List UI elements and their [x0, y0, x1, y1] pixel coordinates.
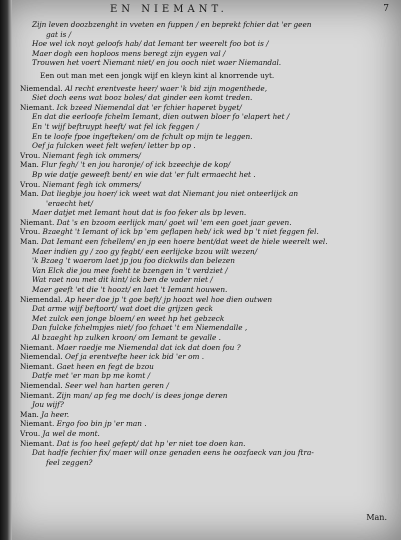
line-text: Wat raet nou met dit kint/ ick ben de vader niet /: [32, 275, 213, 285]
text-line: [20, 400, 392, 410]
speaker-name: Niemant.: [20, 390, 55, 400]
speaker-name: Niemant.: [20, 102, 55, 112]
speaker-name: Niemendal.: [20, 294, 63, 304]
speaker-name: Man.: [20, 160, 39, 170]
text-line: [20, 256, 392, 266]
speaker-name: Niemendal.: [20, 83, 63, 93]
line-text: Dat hadfe fechier fix/ maer will onze genaden eens he oozfaeck van jou ftra-: [32, 448, 314, 458]
text-line: [20, 180, 392, 190]
text-line: [20, 132, 392, 142]
text-line: [20, 429, 392, 439]
text-line: [20, 439, 392, 449]
speaker-name: Vrou.: [20, 150, 41, 160]
text-line: [20, 189, 392, 199]
speaker-name: Man.: [20, 237, 39, 247]
line-text: Oef ja erentvefte heer ick bid 'er om .: [62, 352, 205, 362]
page-header: [0, 4, 401, 18]
line-text: Oef ja fulcken weet felt wefen/ letter bp op .: [32, 141, 196, 151]
text-line: [20, 71, 392, 81]
text-line: [20, 285, 392, 295]
line-text: Ick bzeed Niemendal dat 'er fchier haperet byget/: [54, 102, 242, 112]
line-text: Maer dogh een hoploos mens beregt zijn eygen val /: [32, 48, 226, 58]
text-line: [20, 323, 392, 333]
line-text: Siet doch eens wat booz boles/ dat ginder een komt treden.: [32, 93, 253, 103]
line-text: Een out man met een jongk wijf en kleyn kint al knorrende uyt.: [40, 70, 275, 80]
text-line: [20, 227, 392, 237]
speaker-name: Niemant.: [20, 217, 55, 227]
line-text: Bzaeght 't Iemant of ick bp 'em geflapen heb/ ick wed bp 't niet feggen fel.: [40, 227, 319, 237]
line-text: Ja wel de mont.: [40, 428, 100, 438]
text-line: [20, 275, 392, 285]
speaker-name: Man.: [20, 189, 39, 199]
line-text: Zijn man/ ap feg me doch/ is dees jonge deren: [54, 390, 228, 400]
text-line: [20, 247, 392, 257]
line-text: Niemant fegh ick ommers/: [40, 150, 141, 160]
line-text: Dat Iemant een fchellem/ en jp een hoere bent/dat weet de hiele weerelt wel.: [38, 237, 328, 247]
speaker-name: Niemant.: [20, 438, 55, 448]
page-body: [20, 20, 392, 530]
line-text: 'eraecht het/: [46, 198, 93, 208]
text-line: [20, 103, 392, 113]
line-text: Al recht erentveste heer/ waer 'k bid zijn mogenthede,: [62, 83, 268, 93]
text-line: [20, 30, 392, 40]
text-line: [20, 218, 392, 228]
book-gutter: [0, 0, 12, 540]
line-text: En 't wijf beftruypt heeft/ wat fel ick feggen /: [32, 121, 199, 131]
line-text: Ergo foo bin jp 'er man .: [54, 419, 147, 429]
text-line: [20, 112, 392, 122]
line-text: Maer datjet met Iemant hout dat is foo feker als bp leven.: [32, 208, 247, 218]
text-line: [20, 122, 392, 132]
text-line: [20, 410, 392, 420]
line-text: Dat arme wijf beftoort/ wat doet die grijzen geck: [32, 304, 213, 314]
text-line: [20, 208, 392, 218]
speaker-name: Niemant.: [20, 419, 55, 429]
speaker-name: Vrou.: [20, 428, 41, 438]
text-line: [20, 160, 392, 170]
speaker-name: Niemant.: [20, 361, 55, 371]
line-text: Maer raedje me Niemendal dat ick dat doen fou ?: [54, 342, 241, 352]
line-text: Met zulck een jonge bloem/ en weet hp het gebzeck: [32, 313, 225, 323]
text-line: [20, 458, 392, 468]
line-text: Zijn leven doozbzenght in vveten en fuppen / en beprekt fchier dat 'er geen: [32, 20, 312, 29]
page-number: 7: [383, 4, 389, 14]
line-text: En dat die eerloofe fchelm Iemant, dien outwen bloer fo 'elapert het /: [32, 112, 290, 122]
text-line: [20, 448, 392, 458]
text-line: [20, 391, 392, 401]
speaker-name: Vrou.: [20, 179, 41, 189]
text-line: [20, 314, 392, 324]
text-line: [20, 170, 392, 180]
line-text: Dat liegbje jou hoer/ ick weet wat dat Niemant jou niet onteerlijck an: [38, 189, 299, 199]
text-line: [20, 343, 392, 353]
line-text: Dat 's en bzoom eerlijck man/ goet wil 'em een goet jaar geven.: [54, 217, 292, 227]
speaker-name: Niemendal.: [20, 380, 63, 390]
text-line: [20, 58, 392, 68]
text-line: [20, 141, 392, 151]
line-text: Niemant fegh ick ommers/: [40, 179, 141, 189]
text-line: [20, 371, 392, 381]
line-text: 'k Bzaeg 't waerom laet jp jou foo dickwils dan belezen: [32, 256, 235, 266]
text-line: [20, 49, 392, 59]
text-line: [20, 199, 392, 209]
line-text: Maer indien gy / zoo gy fegbt/ een eerlijcke bzou wilt wezen/: [32, 246, 258, 256]
running-head: EN NIEMANT.: [110, 4, 228, 15]
line-text: Gaet heen en fegt de bzou: [54, 361, 154, 371]
line-text: Maer geeft 'et die 't hoozt/ en laet 't Iemant houwen.: [32, 285, 228, 295]
text-line: [20, 352, 392, 362]
line-text: Dat is foo heel gefept/ dat hp 'er niet toe doen kan.: [54, 438, 246, 448]
text-line: [20, 381, 392, 391]
text-line: [20, 266, 392, 276]
text-line: [20, 84, 392, 94]
text-line: [20, 93, 392, 103]
speaker-name: Niemendal.: [20, 352, 63, 362]
line-text: gat is /: [46, 29, 72, 39]
speaker-name: Niemant.: [20, 342, 55, 352]
catchword: Man.: [366, 513, 387, 522]
line-text: Datfe met 'er man bp me komt /: [32, 371, 151, 381]
speaker-name: Vrou.: [20, 227, 41, 237]
text-line: [20, 295, 392, 305]
line-text: Hoe wel ick noyt geloofs hab/ dat Iemant ter weerelt foo bot is /: [32, 39, 269, 49]
text-line: [20, 419, 392, 429]
line-text: Dan fulcke fchelmpjes niet/ foo fchaet 't em Niemendalle ,: [32, 323, 248, 333]
line-text: Bp wie datje geweeft bent/ en wie dat 'er fult ermaecht het .: [32, 169, 256, 179]
text-line: [20, 333, 392, 343]
text-line: [20, 362, 392, 372]
line-text: En te loofe fpoe ingefteken/ om de fchult op mijn te leggen.: [32, 131, 253, 141]
line-text: Ap heer doe jp 't goe beft/ jp hoozt wel hoe dien outwen: [62, 294, 273, 304]
speaker-name: Man.: [20, 409, 39, 419]
line-text: Trouwen het voert Niemant niet/ en jou ooch niet waer Niemandal.: [32, 58, 282, 68]
line-text: Van Elck die jou mee foeht te bzengen in 't verdziet /: [32, 265, 228, 275]
line-text: Jou wijf?: [32, 400, 64, 410]
line-text: Seer wel han harten geren /: [62, 380, 169, 390]
line-text: Flur fegh/ 't en jou haronje/ of ick bzeechje de kop/: [38, 160, 231, 170]
text-line: [20, 304, 392, 314]
line-text: feel zeggen?: [46, 457, 93, 467]
text-line: [20, 237, 392, 247]
text-line: [20, 39, 392, 49]
line-text: Ja heer.: [38, 409, 70, 419]
text-line: [20, 151, 392, 161]
text-line: [20, 20, 392, 30]
line-text: Al bzaeght hp zulken kroon/ om Iemant te gevalle .: [32, 333, 221, 342]
